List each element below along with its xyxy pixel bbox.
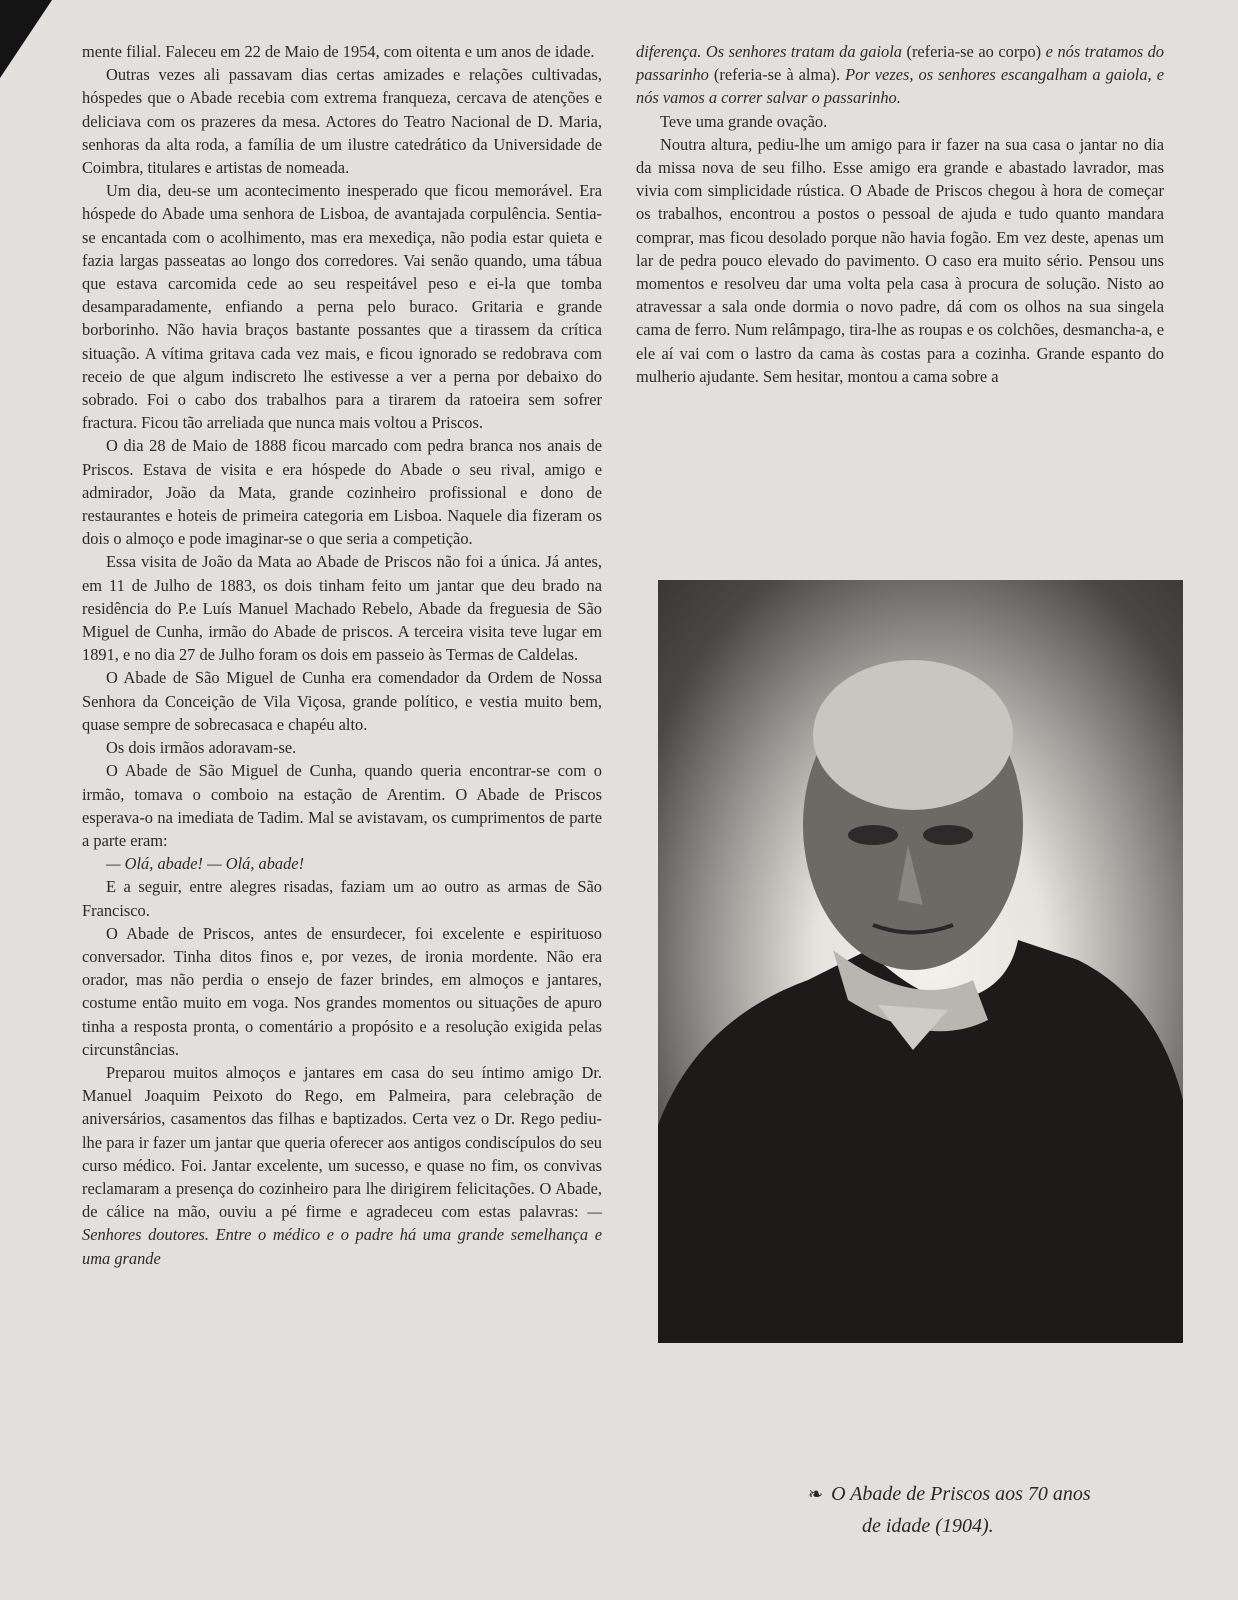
quote-continuation: diferença. Os senhores tratam da gaiola (referia-se ao corpo) e nós tratamos do passarinho (referia-se à alma). Por vezes, os senhores escangalham a gaiola, e nós vamos a correr salvar o passarinho.: [636, 42, 1165, 108]
paragraph: Outras vezes ali passavam dias certas amizades e relações cultivadas, hóspedes que o Abade recebia com extrema franqueza, cercava de atenções e deliciava com os prazeres da mesa. Actores do Teatro Nacional de D. Maria, senhoras da alta roda, a família de um ilustre catedrático da Universidade de Coimbra, titulares e artistas de nomeada.: [82, 65, 602, 178]
paragraph: E a seguir, entre alegres risadas, faziam um ao outro as armas de São Francisco.: [82, 877, 602, 920]
paragraph: Os dois irmãos adoravam-se.: [106, 738, 297, 758]
paragraph: mente filial. Faleceu em 22 de Maio de 1954, com oitenta e um anos de idade.: [82, 42, 595, 61]
paragraph: [82, 1061, 602, 1270]
photo-caption: [808, 1478, 1188, 1542]
paragraph-text: Preparou muitos almoços e jantares em casa do seu íntimo amigo Dr. Manuel Joaquim Peixoto do Rego, em Palmeira, para celebração de aniversários, casamentos das filhas e baptizados. Certa vez o Dr. Rego pediu-lhe para ir fazer um jantar que queria oferecer aos antigos condiscípulos do seu curso médico. Foi. Jantar excelente, um sucesso, e quase no fim, os convivas reclamaram a presença do cozinheiro para lhe dirigirem felicitações. O Abade, de cálice na mão, ouviu a pé firme e agradeceu com estas palavras:: [82, 1062, 602, 1222]
caption-line-1: O Abade de Priscos aos 70 anos: [831, 1483, 1091, 1505]
paragraph: O Abade de São Miguel de Cunha era comendador da Ordem de Nossa Senhora da Conceição de Vila Viçosa, grande político, e vestia muito bem, quase sempre de sobrecasaca e chapéu alto.: [82, 668, 602, 734]
page-corner-shadow: [0, 0, 52, 78]
paragraph: Essa visita de João da Mata ao Abade de Priscos não foi a única. Já antes, em 11 de Julho de 1883, os dois tinham feito um jantar que deu brado na residência do P.e Luís Manuel Machado Rebelo, Abade da freguesia de São Miguel de Cunha, irmão do Abade de priscos. A terceira visita teve lugar em 1891, e no dia 27 de Julho foram os dois em passeio às Termas de Caldelas.: [82, 552, 602, 665]
quoted-speech: — Senhores doutores. Entre o médico e o padre há uma grande semelhança e uma grande: [82, 1202, 602, 1268]
paragraph: Noutra altura, pediu-lhe um amigo para ir fazer na sua casa o jantar no dia da missa nova de seu filho. Esse amigo era grande e abastado lavrador, mas vivia com simplicidade rústica. O Abade de Priscos chegou à hora de começar os trabalhos, encontrou a postos o pessoal de ajuda e tudo quanto mandara comprar, mas ficou desolado porque não havia fogão. Em vez deste, apenas um lar de pedra pouco elevado do pavimento. O caso era muito sério. Pensou uns momentos e resolveu dar uma volta pela casa à procura de solução. Nisto ao atravessar a sala onde dormia o novo padre, dá com os olhos na sua singela cama de ferro. Num relâmpago, tira-lhe as roupas e os colchões, desmancha-a, e ele aí vai com o lastro da cama às costas para a cozinha. Grande espanto do mulherio ajudante. Sem hesitar, montou a cama sobre a: [636, 134, 1164, 386]
greeting-line: — Olá, abade! — Olá, abade!: [106, 854, 305, 874]
paragraph: O Abade de São Miguel de Cunha, quando queria encontrar-se com o irmão, tomava o comboio na estação de Arentim. O Abade de Priscos esperava-o na imediata de Tadim. Mal se avistavam, os cumprimentos de parte a parte eram:: [82, 761, 602, 850]
paragraph: O Abade de Priscos, antes de ensurdecer, foi excelente e espirituoso conversador. Tinha ditos finos e, por vezes, de ironia mordente. Não era orador, mas não perdia o ensejo de fazer brindes, em almoços e jantares, costume então muito em voga. Nos grandes momentos ou situações de apuro tinha a resposta pronta, o comentário a propósito e a resolução exigida pelas circunstâncias.: [82, 923, 602, 1059]
caption-line-2: de idade (1904).: [862, 1515, 994, 1537]
fish-ornament-icon: ❧: [808, 1484, 824, 1504]
portrait-photo: [658, 580, 1183, 1343]
paragraph: Um dia, deu-se um acontecimento inesperado que ficou memorável. Era hóspede do Abade uma senhora de Lisboa, de avantajada corpulência. Sentia-se encantada com o acolhimento, mas era mexediça, não podia estar quieta e fazia largas passeatas ao longo dos corredores. Vai senão quando, uma tábua que estava carcomida cede ao seu respeitável peso e ei-la que tomba desamparadamente, enfiando a perna pelo buraco. Gritaria e grande borborinho. Não havia braços bastante possantes que a tirassem da crítica situação. A vítima gritava cada vez mais, e ficou ignorado se redobrava com receio de que algum indiscreto lhe estivesse a ver a perna por debaixo do sobrado. Foi o cabo dos trabalhos para a tirarem da ratoeira sem sofrer fractura. Ficou tão arreliada que nunca mais voltou a Priscos.: [82, 181, 602, 433]
portrait-figure: [658, 580, 1183, 1343]
paragraph: O dia 28 de Maio de 1888 ficou marcado com pedra branca nos anais de Priscos. Estava de visita e era hóspede do Abade o seu rival, amigo e admirador, João da Mata, grande cozinheiro profissional e dono de restaurantes e hoteis de primeira categoria em Lisboa. Naquele dia fizeram os dois o almoço e pode imaginar-se o que seria a competição.: [82, 436, 602, 549]
paragraph: Teve uma grande ovação.: [660, 111, 828, 131]
left-text-column: [82, 40, 602, 1270]
right-text-column: [636, 40, 1164, 388]
